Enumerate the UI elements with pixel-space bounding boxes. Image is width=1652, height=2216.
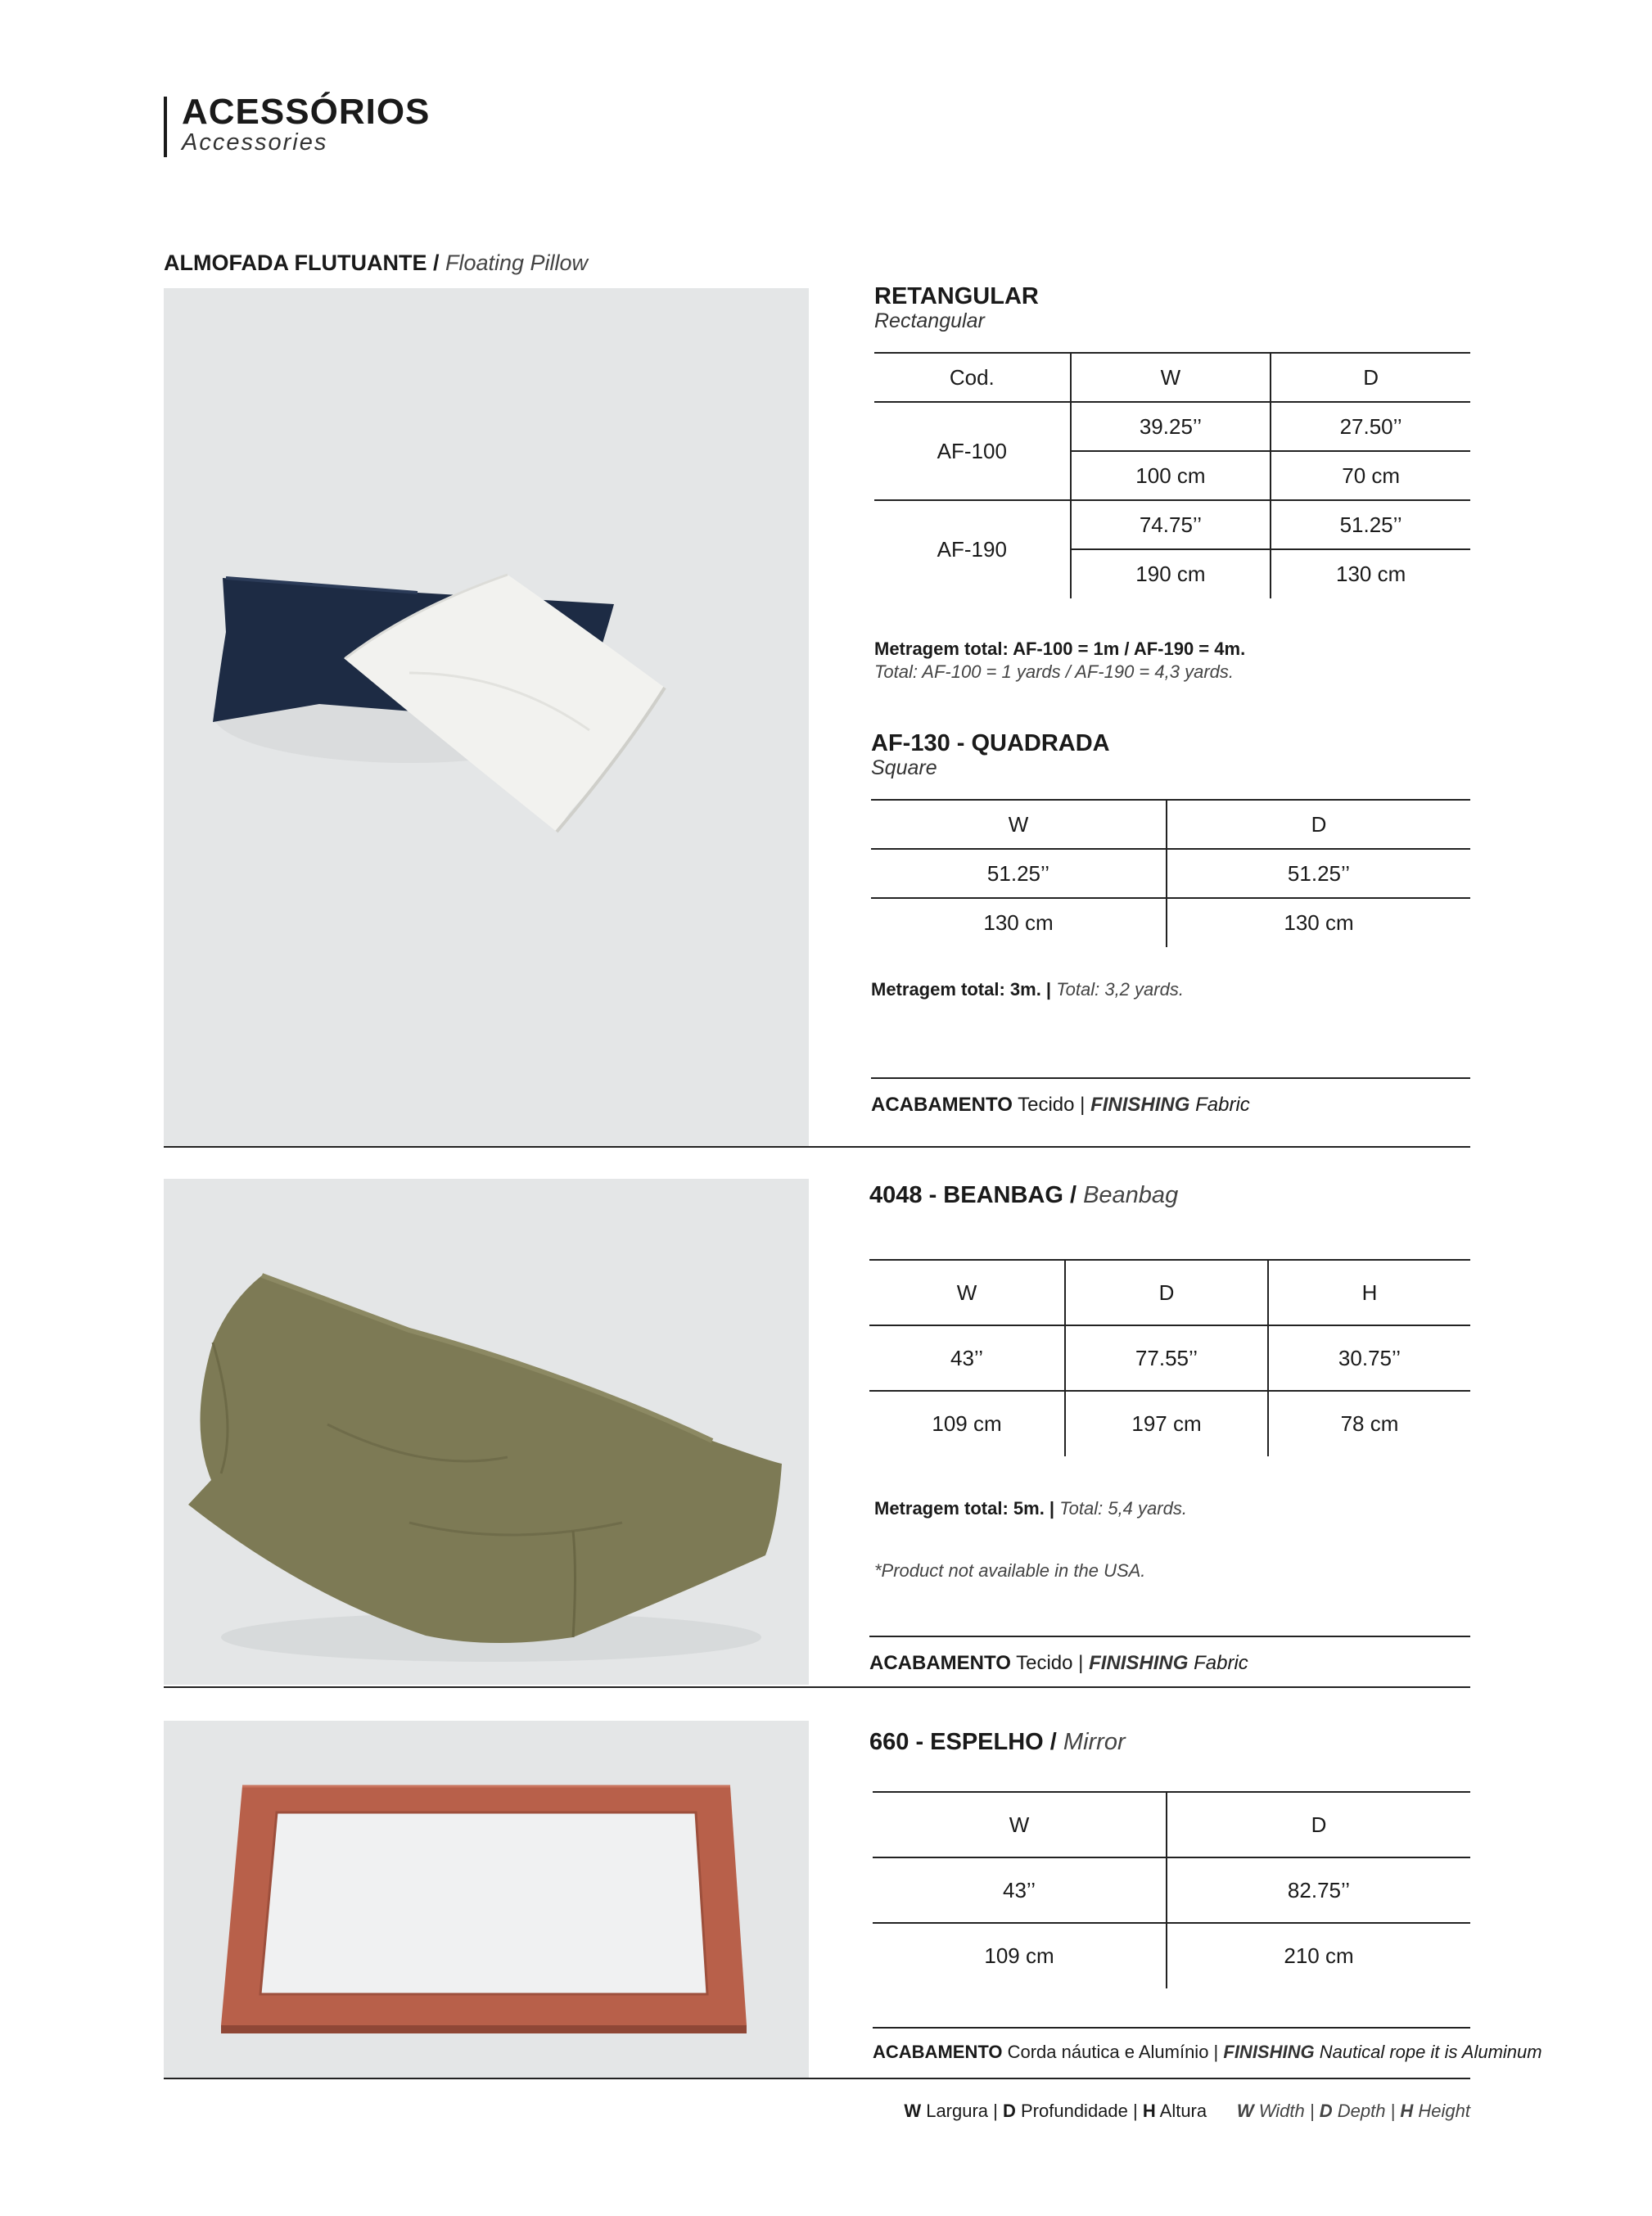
pillow-title: ALMOFADA FLUTUANTE /: [164, 250, 440, 275]
beanbag-photo: [164, 1179, 809, 1685]
cell-d-cm: 210 cm: [1167, 1923, 1470, 1988]
finish-label-en: FINISHING: [1223, 2042, 1315, 2062]
cell-w-inches: 39.25’’: [1071, 402, 1271, 451]
page-subtitle: Accessories: [182, 129, 328, 156]
square-yardage-en: Total: 3,2 yards.: [1056, 979, 1184, 1000]
col-header-cod: Cod.: [874, 353, 1071, 402]
pillow-photo: [164, 288, 809, 1146]
pillow-title-en: Floating Pillow: [445, 250, 589, 275]
mirror-spec-table: [873, 1791, 1470, 1988]
col-header-d: D: [1167, 1792, 1470, 1857]
beanbag-title: 4048 - BEANBAG /: [869, 1182, 1077, 1208]
cell-w-cm: 190 cm: [1071, 549, 1271, 598]
cell-w-cm: 109 cm: [873, 1923, 1167, 1988]
finish-label: ACABAMENTO: [873, 2042, 1003, 2062]
divider: [873, 2027, 1470, 2029]
mirror-photo: [164, 1721, 809, 2078]
header-accent-bar: [164, 97, 167, 157]
cell-d-cm: 197 cm: [1065, 1391, 1268, 1456]
col-header-d: D: [1167, 800, 1470, 849]
rect-yardage-note: Metragem total: AF-100 = 1m / AF-190 = 4m.: [874, 639, 1246, 659]
table-row: [869, 1391, 1470, 1456]
cell-d-inches: 27.50’’: [1271, 402, 1470, 451]
cell-d-inches: 51.25’’: [1271, 500, 1470, 549]
legend-d: D: [1002, 2101, 1016, 2121]
legend-width-pt: Largura |: [926, 2101, 998, 2121]
legend-width-en: Width |: [1258, 2101, 1315, 2121]
legend-d-en: D: [1319, 2101, 1333, 2121]
finish-value: Corda náutica e Alumínio |: [1007, 2042, 1219, 2062]
cell-d-cm: 70 cm: [1271, 451, 1470, 500]
legend-w-en: W: [1236, 2101, 1254, 2121]
square-yardage-pt: Metragem total: 3m. |: [871, 979, 1052, 1000]
legend-height-pt: Altura: [1159, 2101, 1207, 2121]
cell-d-inches: 77.55’’: [1065, 1325, 1268, 1391]
beanbag-title-en: Beanbag: [1083, 1182, 1179, 1208]
legend-depth-pt: Profundidade |: [1021, 2101, 1138, 2121]
beanbag-yardage-en: Total: 5,4 yards.: [1059, 1498, 1187, 1519]
cell-d-inches: 51.25’’: [1167, 849, 1470, 898]
finish-value-en: Fabric: [1195, 1094, 1250, 1116]
finish-label: ACABAMENTO: [871, 1094, 1013, 1116]
rect-label: RETANGULAR: [874, 283, 1039, 309]
col-header-w: W: [873, 1792, 1167, 1857]
finish-value-en: Fabric: [1194, 1652, 1248, 1674]
square-sublabel: Square: [871, 756, 937, 779]
beanbag-yardage-pt: Metragem total: 5m. |: [874, 1498, 1055, 1519]
table-row: [869, 1325, 1470, 1391]
legend-w: W: [904, 2101, 922, 2121]
section-divider: [164, 2078, 1470, 2079]
pillow-finish: [871, 1094, 1250, 1117]
col-header-d: D: [1065, 1260, 1268, 1325]
beanbag-section-title: [869, 1182, 1178, 1209]
finish-value-en: Nautical rope it is Aluminum: [1319, 2042, 1542, 2062]
cell-w-inches: 51.25’’: [871, 849, 1167, 898]
finish-value: Tecido |: [1018, 1094, 1086, 1116]
finish-value: Tecido |: [1016, 1652, 1084, 1674]
cell-h-cm: 78 cm: [1268, 1391, 1470, 1456]
rect-sublabel: Rectangular: [874, 309, 985, 332]
table-row: [873, 1923, 1470, 1988]
cell-w-cm: 109 cm: [869, 1391, 1065, 1456]
col-header-w: W: [869, 1260, 1065, 1325]
col-header-h: H: [1268, 1260, 1470, 1325]
col-header-w: W: [871, 800, 1167, 849]
beanbag-availability-note: *Product not available in the USA.: [874, 1560, 1146, 1581]
table-row: [874, 402, 1470, 451]
legend-h-en: H: [1400, 2101, 1414, 2121]
beanbag-yardage-note: [874, 1498, 1187, 1519]
cell-w-inches: 74.75’’: [1071, 500, 1271, 549]
divider: [871, 1077, 1470, 1079]
dimension-legend: [904, 2101, 1470, 2122]
row-code: AF-100: [874, 402, 1071, 500]
square-yardage-note: [871, 979, 1184, 1000]
page-title: ACESSÓRIOS: [182, 92, 431, 132]
table-row: [871, 849, 1470, 898]
mirror-section-title: [869, 1729, 1126, 1756]
divider: [869, 1636, 1470, 1637]
beanbag-finish: [869, 1652, 1248, 1675]
square-spec-table: [871, 799, 1470, 947]
legend-depth-en: Depth |: [1337, 2101, 1396, 2121]
beanbag-spec-table: [869, 1259, 1470, 1456]
section-divider: [164, 1146, 1470, 1148]
pillow-section-title: [164, 250, 588, 276]
finish-label: ACABAMENTO: [869, 1652, 1011, 1674]
cell-w-inches: 43’’: [873, 1857, 1167, 1923]
cell-d-inches: 82.75’’: [1167, 1857, 1470, 1923]
cell-d-cm: 130 cm: [1167, 898, 1470, 947]
col-header-d: D: [1271, 353, 1470, 402]
square-label: AF-130 - QUADRADA: [871, 730, 1110, 756]
finish-label-en: FINISHING: [1090, 1094, 1190, 1116]
finish-label-en: FINISHING: [1089, 1652, 1189, 1674]
cell-w-inches: 43’’: [869, 1325, 1065, 1391]
section-divider: [164, 1686, 1470, 1688]
cell-w-cm: 100 cm: [1071, 451, 1271, 500]
cell-w-cm: 130 cm: [871, 898, 1167, 947]
mirror-title-en: Mirror: [1063, 1729, 1126, 1755]
mirror-finish: [873, 2042, 1542, 2063]
col-header-w: W: [1071, 353, 1271, 402]
table-row: [873, 1857, 1470, 1923]
row-code: AF-190: [874, 500, 1071, 598]
cell-h-inches: 30.75’’: [1268, 1325, 1470, 1391]
table-row: [871, 898, 1470, 947]
rect-spec-table: [874, 352, 1470, 598]
table-row: [874, 500, 1470, 549]
cell-d-cm: 130 cm: [1271, 549, 1470, 598]
legend-height-en: Height: [1418, 2101, 1470, 2121]
mirror-title: 660 - ESPELHO /: [869, 1729, 1057, 1755]
rect-yardage-note-en: Total: AF-100 = 1 yards / AF-190 = 4,3 yards.: [874, 661, 1234, 682]
legend-h: H: [1142, 2101, 1156, 2121]
